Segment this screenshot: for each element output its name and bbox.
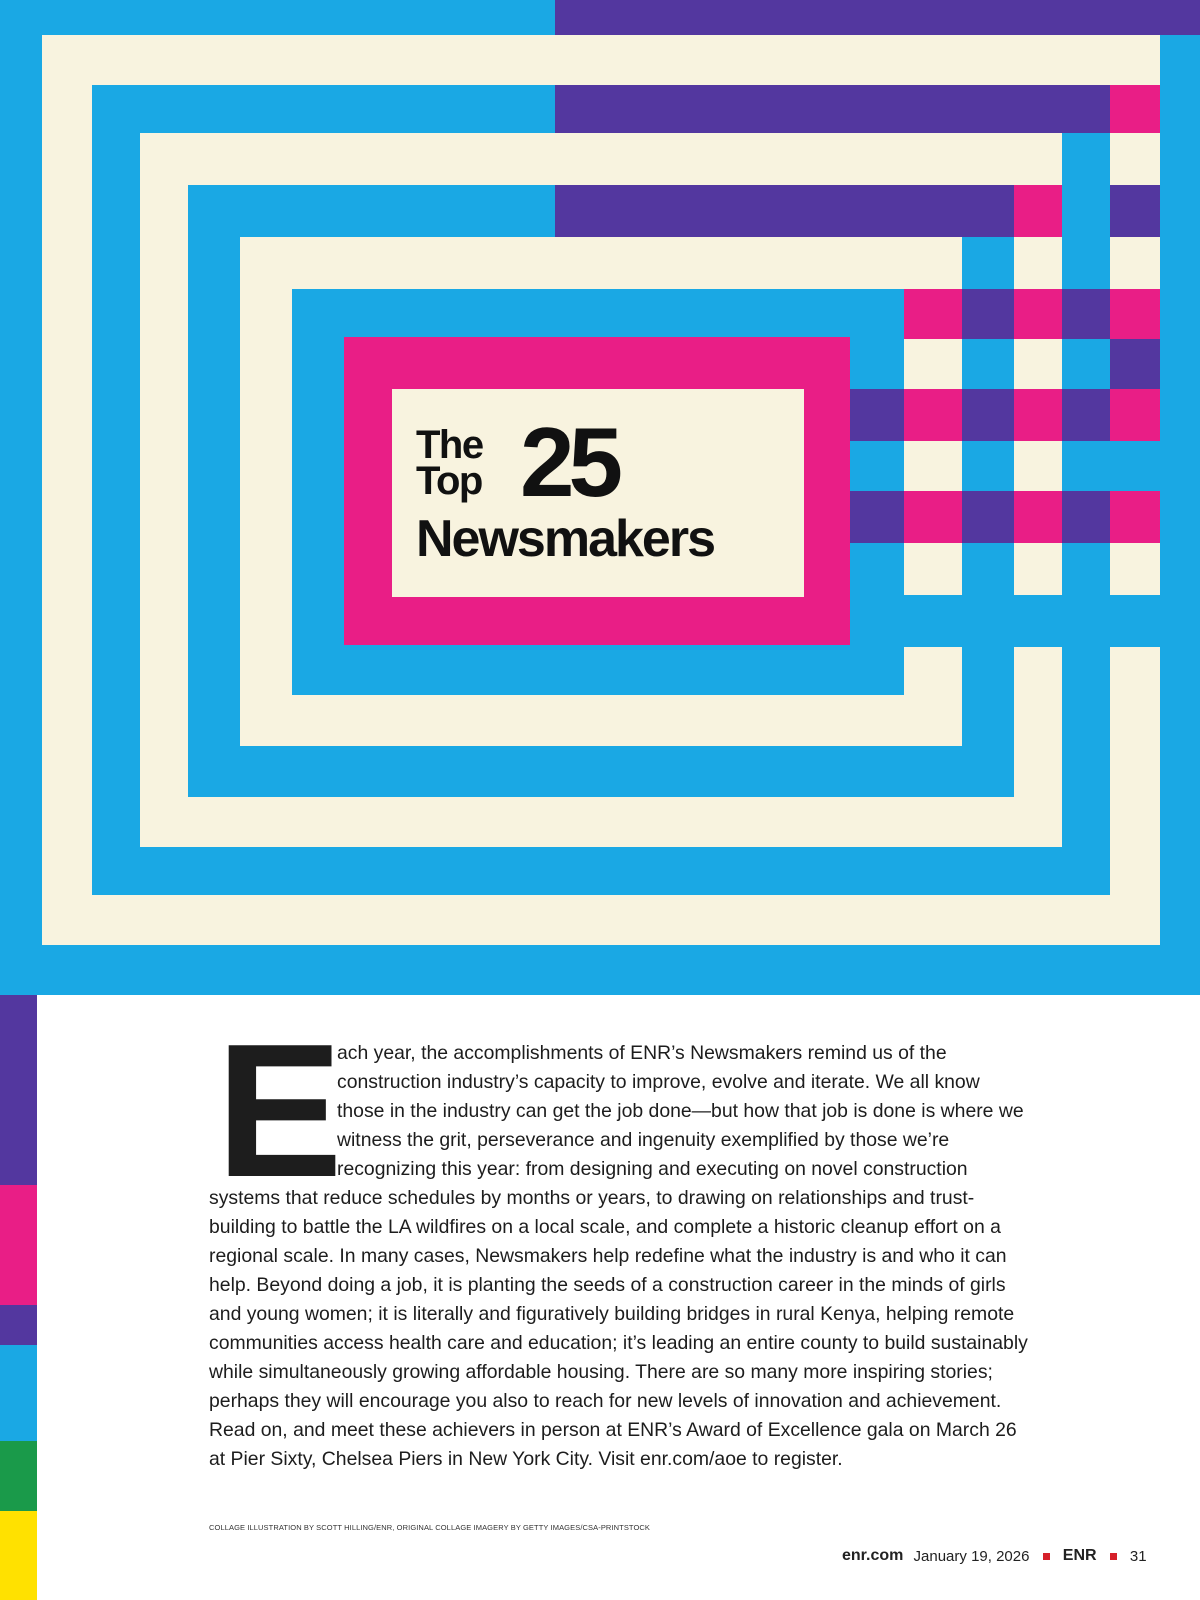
title-the: The (416, 423, 483, 467)
grid-cell (962, 441, 1014, 491)
grid-cell (1110, 85, 1160, 133)
square-bullet-icon (1043, 1553, 1050, 1560)
left-color-strip (0, 955, 37, 1600)
footer-date: January 19, 2026 (913, 1547, 1030, 1565)
grid-cell (850, 339, 904, 389)
footer-brand: ENR (1062, 1547, 1097, 1565)
footer-site-link[interactable]: enr.com (842, 1547, 904, 1565)
article-body-text: ach year, the accomplishments of ENR’s Newsmakers remind us of the construction industry’s capacity to improve, evolve and iterate. We all know those in the industry can get the job done—but how that job is done is where we witness the grit, perseverance and ingenuity exemplified by those we’re recognizing this year: from designing and executing on novel construction systems that reduce schedules by months or years, to drawing on relationships and trust-building to battle the LA wildfires on a local scale, and complete a historic cleanup effort on a regional scale. In many cases, Newsmakers help redefine what the industry is and who it can help. Beyond doing a job, it is planting the seeds of a construction career in the minds of girls and young women; it is literally and figuratively building bridges in rural Kenya, helping remote communities access health care and education; it’s leading an entire county to build sustainably while simultaneously growing affordable housing. There are so many more inspiring stories; perhaps they will encourage you also to reach for new levels of innovation and achievement. Read on, and meet these achievers in person at ENR’s Award of Excellence gala on March 26 at Pier Sixty, Chelsea Piers in New York City. Visit enr.com/aoe to register. (209, 1042, 1028, 1470)
grid-cell (1014, 289, 1062, 339)
grid-cell (850, 491, 904, 543)
drop-cap: E (216, 1005, 343, 1217)
grid-cell (1062, 289, 1110, 339)
article-body (209, 1039, 1031, 1474)
square-bullet-icon (1110, 1553, 1117, 1560)
grid-cell (1062, 491, 1110, 543)
grid-cell (904, 389, 962, 441)
grid-cell (962, 237, 1014, 289)
grid-cell (1062, 389, 1110, 441)
grid-cell (1062, 441, 1110, 491)
page-footer (842, 1547, 1147, 1565)
grid-cell (1014, 185, 1062, 237)
grid-cell (904, 289, 962, 339)
grid-cell (1110, 595, 1160, 647)
grid-cell (1014, 389, 1062, 441)
grid-cell (904, 491, 962, 543)
purple-band-3 (555, 185, 1014, 237)
grid-cell (1014, 595, 1062, 647)
title-top: Top (416, 459, 482, 503)
purple-band-top (555, 0, 1200, 35)
grid-cell (962, 491, 1014, 543)
grid-cell (1062, 133, 1110, 185)
grid-cell (962, 595, 1014, 647)
grid-cell (1110, 289, 1160, 339)
grid-cell (850, 389, 904, 441)
grid-cell (1062, 237, 1110, 289)
grid-cell (1110, 441, 1160, 491)
grid-cell (850, 441, 904, 491)
grid-cell (1062, 339, 1110, 389)
grid-cell (962, 339, 1014, 389)
grid-cell (1110, 389, 1160, 441)
grid-cell (1110, 185, 1160, 237)
title-newsmakers: Newsmakers (416, 510, 714, 568)
grid-cell (962, 389, 1014, 441)
grid-cell (962, 289, 1014, 339)
grid-cell (1014, 491, 1062, 543)
grid-cell (1110, 491, 1160, 543)
title-card (392, 389, 804, 597)
grid-cell (1110, 339, 1160, 389)
title-number: 25 (520, 407, 618, 517)
grid-cell (904, 595, 962, 647)
illustration-credit: COLLAGE ILLUSTRATION BY SCOTT HILLING/ENR, ORIGINAL COLLAGE IMAGERY BY GETTY IMAGES/CSA-PRINTSTOCK (209, 1523, 651, 1532)
page-number: 31 (1129, 1547, 1147, 1565)
purple-band-2 (555, 85, 1110, 133)
